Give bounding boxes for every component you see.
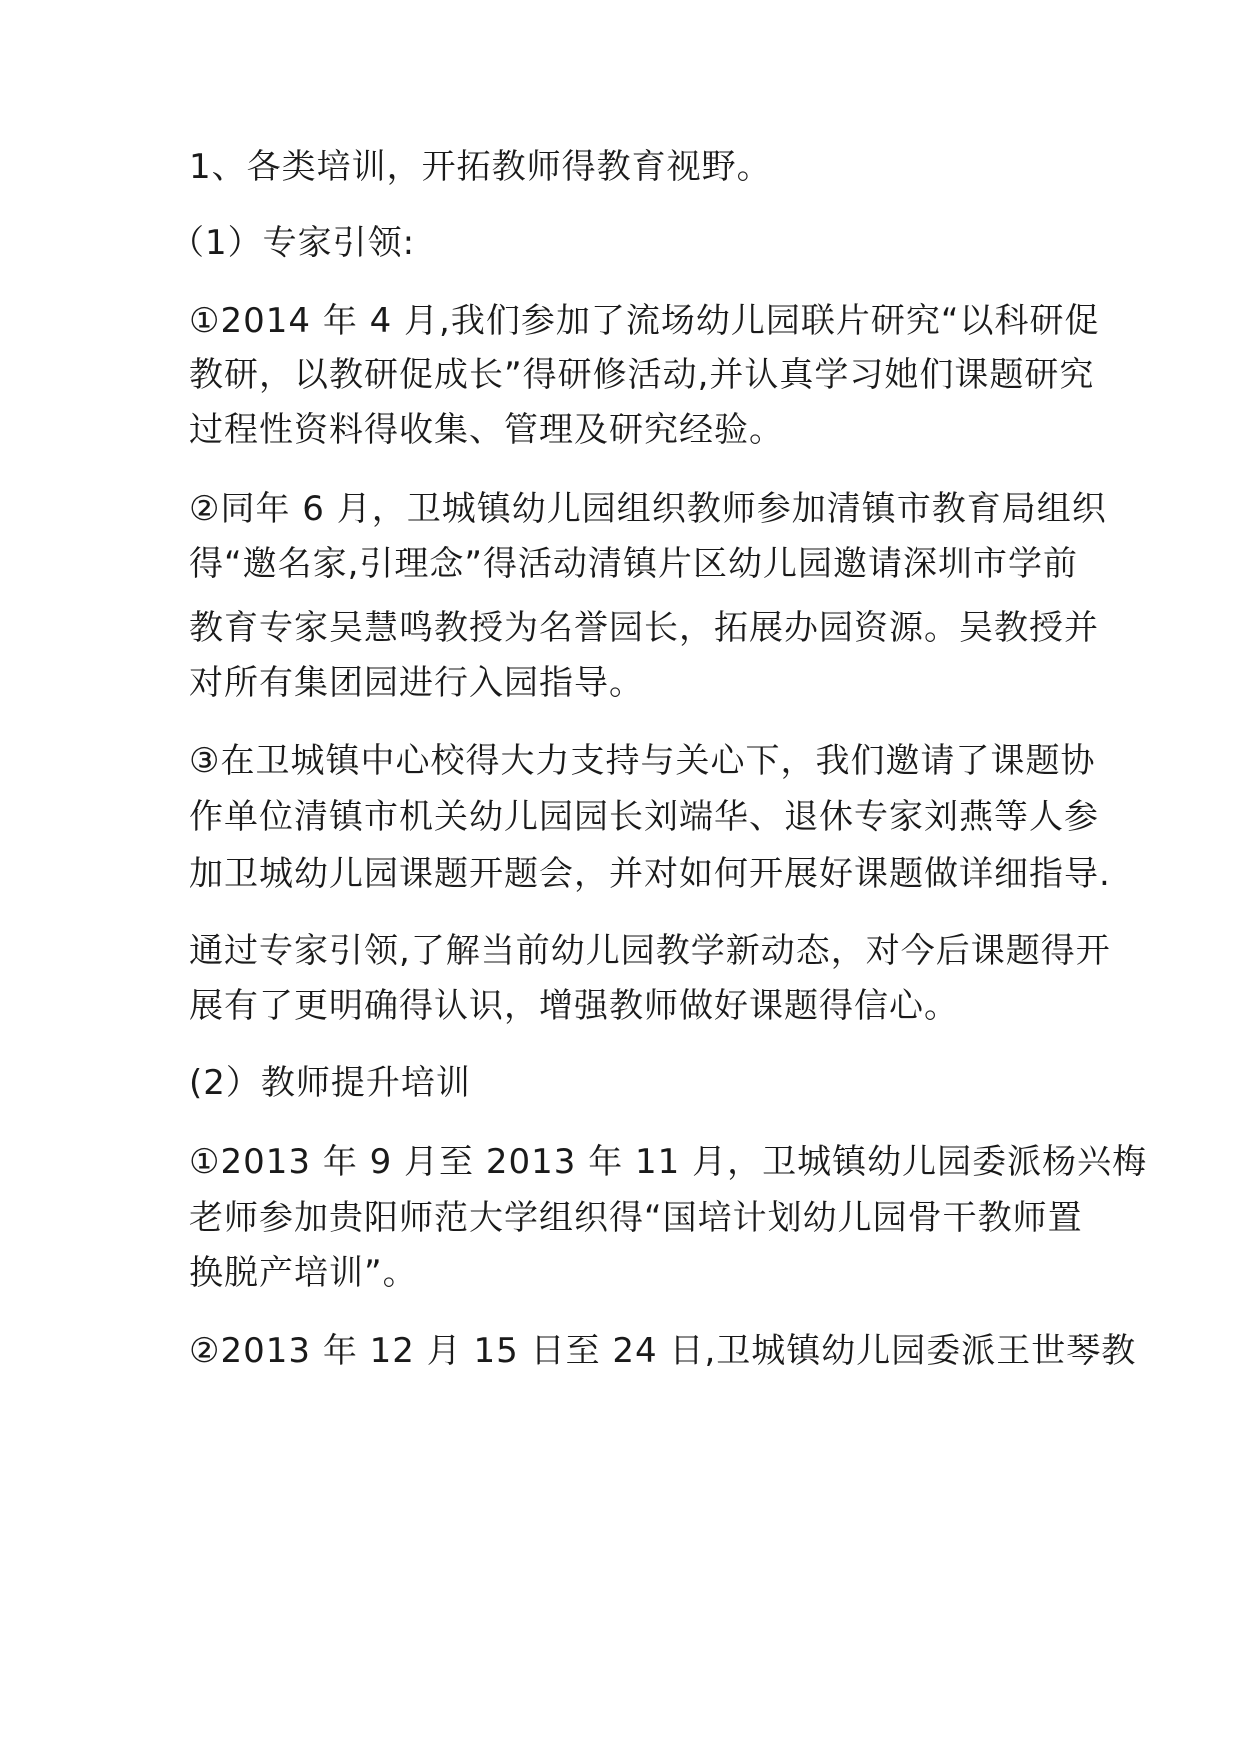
paragraph-line: 加卫城幼儿园课题开题会，并对如何开展好课题做详细指导. [189, 854, 1111, 894]
paragraph-line: 通过专家引领,了解当前幼儿园教学新动态，对今后课题得开 [189, 931, 1111, 971]
subheading-expert-guidance: （1）专家引领: [170, 223, 416, 263]
paragraph-line: 老师参加贵阳师范大学组织得“国培计划幼儿园骨干教师置 [189, 1198, 1083, 1238]
subheading-teacher-training: (2）教师提升培训 [189, 1063, 471, 1103]
paragraph-line: 展有了更明确得认识，增强教师做好课题得信心。 [189, 986, 959, 1026]
paragraph-line: ②2013 年 12 月 15 日至 24 日,卫城镇幼儿园委派王世琴教 [189, 1331, 1137, 1371]
paragraph-line: 教育专家吴慧鸣教授为名誉园长，拓展办园资源。吴教授并 [189, 608, 1099, 648]
paragraph-line: ①2013 年 9 月至 2013 年 11 月，卫城镇幼儿园委派杨兴梅 [189, 1142, 1148, 1182]
paragraph-line: ①2014 年 4 月,我们参加了流场幼儿园联片研究“以科研促 [189, 301, 1100, 341]
paragraph-line: 教研，以教研促成长”得研修活动,并认真学习她们课题研究 [189, 355, 1095, 395]
paragraph-line: 作单位清镇市机关幼儿园园长刘端华、退休专家刘燕等人参 [189, 797, 1099, 837]
paragraph-line: 对所有集团园进行入园指导。 [189, 663, 644, 703]
paragraph-line: ②同年 6 月，卫城镇幼儿园组织教师参加清镇市教育局组织 [189, 489, 1107, 529]
heading-training: 1、各类培训，开拓教师得教育视野。 [189, 147, 772, 187]
paragraph-line: 过程性资料得收集、管理及研究经验。 [189, 410, 784, 450]
paragraph-line: 换脱产培训”。 [189, 1253, 418, 1293]
paragraph-line: ③在卫城镇中心校得大力支持与关心下，我们邀请了课题协 [189, 741, 1096, 781]
paragraph-line: 得“邀名家,引理念”得活动清镇片区幼儿园邀请深圳市学前 [189, 544, 1079, 584]
